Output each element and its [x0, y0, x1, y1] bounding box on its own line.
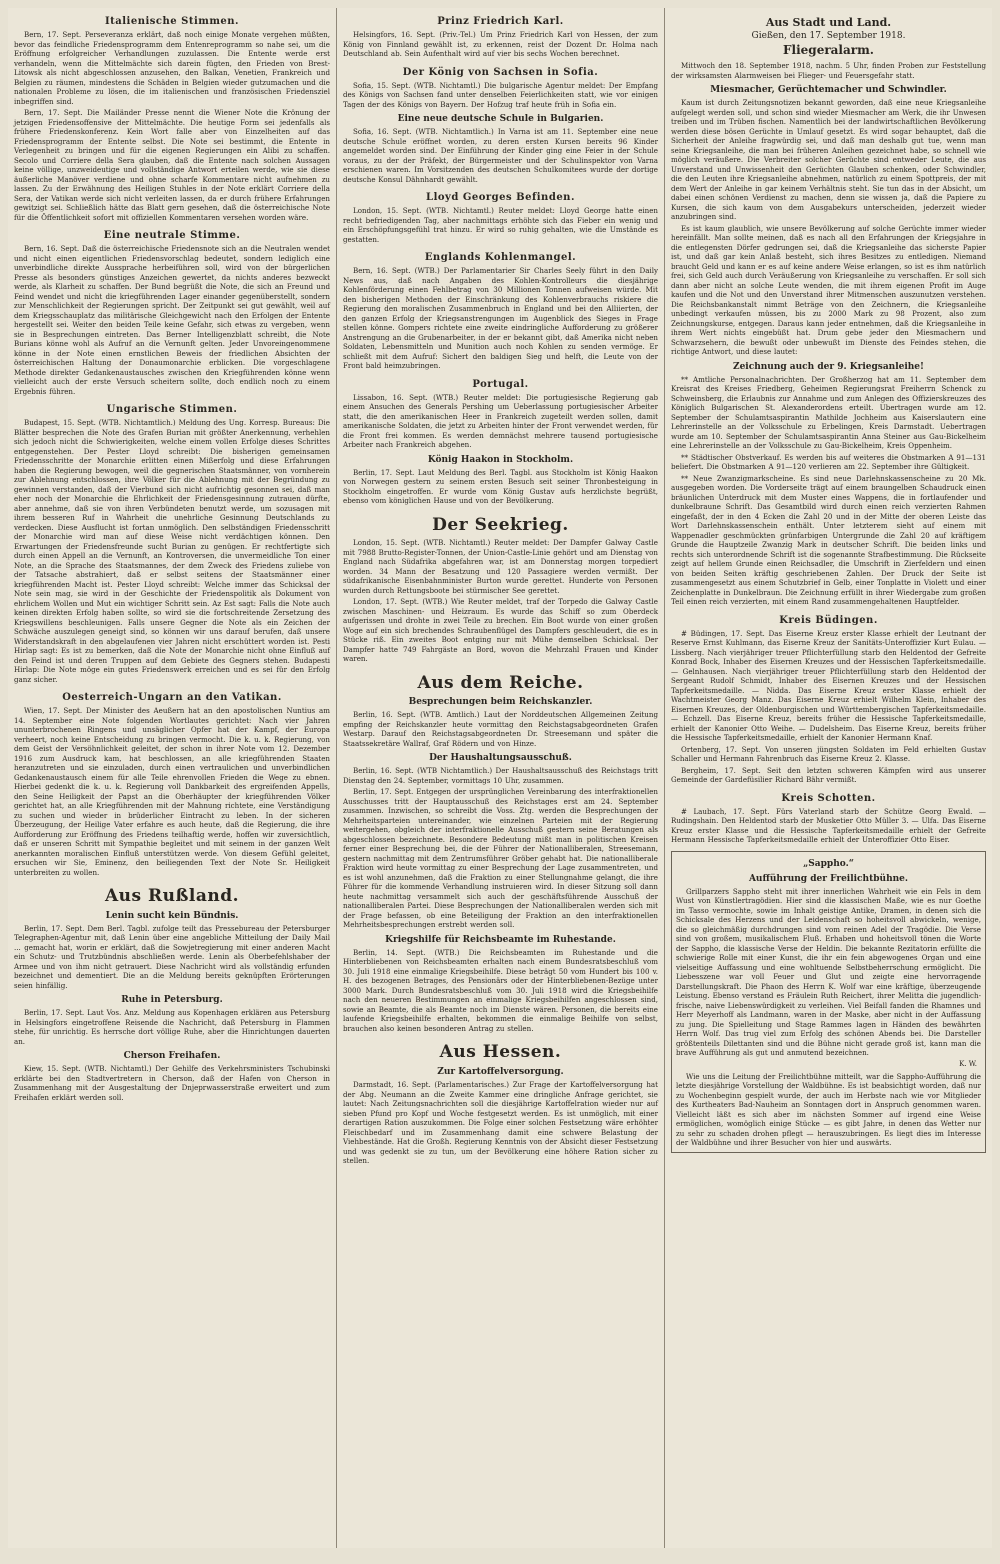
article-subtitle: Aufführung der Freilichtbühne.: [748, 873, 909, 884]
article-subtitle: Der Haushaltungsausschuß.: [429, 753, 572, 764]
article-title: König Haakon in Stockholm.: [427, 454, 574, 465]
column-right: [664, 8, 992, 1548]
section-title: Aus Rußland.: [104, 886, 240, 906]
article-paragraph: Berlin, 17. Sept. Entgegen der ursprünglichen Vereinbarung des interfraktionellen Ausschusses tritt der Hauptausschuß des Reichstages erst am 24. September zusammen. Inzwischen, so schreibt die Voss. Ztg. werden die Besprechungen der Mehrheitsparteien untereinander, wie einzelnen Parteien mit der Regierung weitergehen, obgleich der interfraktionelle Ausschuß gestern seine Beratungen als abgeschlossen bezeichnete. Besondere Bedeutung mißt man in politischen Kreisen ferner einer Besprechung bei, die der Führer der Nationalliberalen, Streesemann, gestern nachmittag mit dem Zentrumsführer Gröber gehabt hat. Die nationalliberale Fraktion wird heute vormittag zu einer Besprechung der Lage zusammentreten, und es ist wohl anzunehmen, daß die Fraktion zu einer Stellungnahme gelangt, die ihre Führer für die kommende Verhandlung instruieren wird. In dieser Sitzung soll dann heute nachmittag versammelt sich auch der geschäftsführende Ausschuß der nationalliberalen Partei. Diese Besprechungen der Nationalliberalen werden sich mit der Frage befassen, ob eine Beteiligung der Fraktion an den interfraktionellen Mehrheitsbesprechungen erstrebt werden soll.: [343, 787, 658, 930]
feuilleton-box: [671, 851, 986, 1153]
article-paragraph: Bern, 17. Sept. Perseveranza erklärt, daß noch einige Monate vergehen müßten, bevor das feindliche Friedensprogramm dem Entenreprogramm so nahe sei, um die Eröffnung erfolgreicher Verhandlungen zuzulassen. Die Entente werde erst verhandeln, wenn die Mittelmächte sich darein fügten, den Frieden von Brest-Litowsk als nicht abgeschlossen anzusehen, den Balkan, Venetien, Frankreich und Belgien zu räumen, mindestens die Schäden in Belgien wieder gutzumachen und die nationalen Probleme zu lösen, die im italienischen und französischen Friedensziel inbegriffen sind.: [14, 30, 330, 106]
article-paragraph: London, 17. Sept. (WTB.) Wie Reuter meldet, traf der Torpedo die Galway Castle zwischen Maschinen- und Heizraum. Es wurde das Schiff so zum Oberdeck aufgerissen und drohte in zwei Teile zu brechen. Ein Boot wurde von einer großen Woge auf ein sich brechendes Schraubenflügel des Dampfers geschleudert, die es in Stücke riß. Ein zweites Boot entging nur mit Mühe demselben Schicksal. Der Dampfer hatte 749 Fahrgäste an Bord, wovon die Mehrzahl Frauen und Kinder waren.: [343, 597, 658, 664]
article-title: Eine neutrale Stimme.: [103, 230, 241, 241]
article-paragraph: Berlin, 17. Sept. Laut Meldung des Berl. Tagbl. aus Stockholm ist König Haakon von Norwegen gestern zu seinem ersten Besuch seit seiner Thronbesteigung in Stockholm eingetroffen. Er wurde vom König Gustav aufs herzlichste begrüßt, ebenso vom königlichen Hause und von der Bevölkerung.: [343, 467, 658, 505]
article-paragraph: Kiew, 15. Sept. (WTB. Nichtamtl.) Der Gehilfe des Verkehrsministers Tschubinski erklärte bei den Stadtvertretern in Cherson, daß der Hafen von Cherson in Zusammenhang mit der Ausgestaltung der Dnjeprwasserstraße erweitert und zum Freihafen erklärt werden soll.: [14, 1064, 330, 1102]
article-paragraph: Bergheim, 17. Sept. Seit den letzten schweren Kämpfen wird aus unserer Gemeinde der Gardefüsilier Richard Bähr vermißt.: [671, 765, 986, 784]
dateline: Gießen, den 17. September 1918.: [751, 31, 906, 41]
article-paragraph: ** Neue Zwanzigmarkscheine. Es sind neue Darlehnskassenscheine zu 20 Mk. ausgegeben worden. Die Vorderseite trägt auf einem braungelben Schaudruck einen bräunlichen Unterdruck mit dem Muster eines Wappens, die in fortlaufender und dunkelbraune Schrift. Das Gesamtbild wird durch einen reich verzierten Rahmen eingefaßt, der in den 4 Ecken die Zahl 20 und in der Mitte der oberen Leiste das Wort Darlehnskassenschein enthält. Unter letzterem sieht auf einem mit Wappenadler geschmückten grünfarbigen Untergrunde die Zahl 20 auf kräftigem Grunde die Hauptzeile Zwanzig Mark in deutscher Schrift. Die beiden links und rechts sich unterordnende Schrift ist die sogenannte Strafbestimmung. Die Rückseite zeigt auf hellem Grunde einen Reichsadler, die Umschrift in Zierfeldern und einen von beiden Seiten kräftig geschriebenen Zahlen. Der Druck der Seite ist zusammengesetzt aus einem Schutzbrief in Gelb, einer Tonplatte in Violett und einer Zeichenplatte in Dunkelbraun. Die Zeichnung erfüllt in ihrer Wiedergabe zum großen Teil einen reich verzierten, mit einem Rand zusammengehaltenen Hauptfelder.: [671, 473, 986, 606]
article-paragraph: Berlin, 16. Sept. (WTB. Amtlich.) Laut der Norddeutschen Allgemeinen Zeitung empfing der Reichskanzler heute vormittag den Reichstagsabgeordneten Grafen Westarp. Darauf den Reichstagsabgeordneten Dr. Streesemann und später die Staatssekretäre Wallraf, Graf Rödern und von Hinze.: [343, 710, 658, 748]
author-initials: K. W.: [959, 1059, 977, 1068]
article-paragraph: Sofia, 16. Sept. (WTB. Nichtamtlich.) In Varna ist am 11. September eine neue deutsche Schule eröffnet worden, zu deren ersten Kursen bereits 96 Kinder angemeldet worden sind. Der Einführung der Kinder ging eine Feier in der Schule voraus, zu der der Präfekt, der Bürgermeister und der Schulinspektor von Varna erschienen waren. Im Vorsitzenden des deutschen Schulkomitees wurde der dortige deutsche Konsul Dähnhardt gewählt.: [343, 127, 658, 184]
section-title: Der Seekrieg.: [432, 514, 569, 535]
article-title: „Sappho.“: [803, 858, 854, 869]
section-title: Aus dem Reiche.: [417, 672, 584, 693]
article-paragraph: Bern, 16. Sept. (WTB.) Der Parlamentarier Sir Charles Seely führt in den Daily News aus, daß nach Angaben des Kohlen-Kontrolleurs die diesjährige Kohlenförderung einen Fehlbetrag von 30 Millionen Tonnen aufweisen würde. Mit den bisherigen Methoden der Einschränkung des Kohlenverbrauchs riskiere die Regierung den moralischen Zusammenbruch in England und bei den Alliierten, der den ganzen Erfolg der Kriegsanstrengungen im Augenblick des Sieges in Frage stellen könne. Gompers richtete eine zweite eindringliche Aufforderung zu größerer Anstrengung an die Grubenarbeiter, in der er bekannt gibt, daß Amerika nicht neben Soldaten, Lebensmitteln und Munition auch noch Kohlen zu senden vermöge. Er schließt mit dem Aufruf: Sichert den baldigen Sieg und helft, die Leute von der Front bald heimzubringen.: [343, 266, 658, 370]
article-paragraph: Darmstadt, 16. Sept. (Parlamentarisches.) Zur Frage der Kartoffelversorgung hat der Abg. Neumann an die Zweite Kammer eine dringliche Anfrage gerichtet, sie lautet: Nach Zeitungsnachrichten soll die diesjährige Kartoffelration wieder nur auf sieben Pfund pro Kopf und Woche festgesetzt werden. Es ist unmöglich, mit einer derartigen Ration auszukommen. Die Folge einer solchen Festsetzung wäre erhöhter Fleischbedarf und im Zusammenhang damit eine schwere Belastung der Viehbestände. Hat die Großh. Regierung Kenntnis von der Absicht dieser Festsetzung und was gedenkt sie zu tun, um der Bevölkerung eine höhere Ration sicher zu stellen.: [343, 1080, 658, 1166]
article-paragraph: ** Amtliche Personalnachrichten. Der Großherzog hat am 11. September dem Kreisrat des Kreises Friedberg, Geheimen Regierungsrat Freiherrn Schenck zu Schweinsberg, die Erlaubnis zur Annahme und zum Anlegen des Offizierskreuzes des Königlich Bulgarischen St. Alexanderordens erteilt. Ubertragen wurde am 12. September der Schulamtsaspirantin Mathilde Jochheim aus Kaiserslautern eine Lehrerinstelle an der Volksschule zu Erbelingen, Kreis Darmstadt. Uebertragen wurde am 10. September der Schulamtsaspirantin Anna Steiner aus Gau-Bickelheim eine Lehrerinstelle an der Volksschule zu Gau-Bickelheim, Kreis Oppenheim.: [671, 374, 986, 450]
slogan: Zeichnung auch der 9. Kriegsanleihe!: [733, 361, 924, 372]
article-paragraph: Wien, 17. Sept. Der Minister des Aeußern hat an den apostolischen Nuntius am 14. September eine Note folgenden Wortlautes gerichtet: Nach vier Jahren ununterbrochenen Ringens und unsäglicher Opfer hat der Kampf, der Europa verheert, noch keine Entscheidung zu bringen vermocht. Die k. u. k. Regierung, von dem Geist der Versöhnlichkeit geleitet, der schon in ihrer Note vom 12. Dezember 1916 zum Ausdruck kam, hat beschlossen, an alle kriegführenden Staaten heranzutreten und sie einzuladen, durch einen vertraulichen und unverbindlichen Gedankenaustausch einem für alle Teile ehrenvollen Frieden die Wege zu ebnen. Hierbei gedenkt die k. u. k. Regierung voll Dankbarkeit des ergreifenden Appells, den Seine Heiligkeit der Papst an die Oberhäupter der kriegführenden Völker gerichtet hat, an alle Kriegführenden mit der Mahnung richtete, eine Verständigung zu suchen und wieder in brüderlicher Eintracht zu leben. In der sicheren Überzeugung, der Heilige Vater erfahre es auch heute, daß die Regierung, die ihre Aufforderung zur Eröffnung des Friedens teilhaftig werde, hoffen wir zuversichtlich, daß er unseren Schritt mit Sympathie begleitet und mit seinem in der ganzen Welt anerkannten moralischen Einfluß unterstützen werde. Von diesem Gefühl geleitet, ersuchen wir Sie, Eminenz, den beiliegenden Text der Note Sr. Heiligkeit unterbreiten zu wollen.: [14, 706, 330, 877]
article-paragraph: # Büdingen, 17. Sept. Das Eiserne Kreuz erster Klasse erhielt der Leutnant der Reserve Ernst Kuhlmann, das Eiserne Kreuz der Sanitäts-Unteroffizier Kurt Eulau. — Lissberg. Nach vierjähriger treuer Pflichterfüllung starb den Heldentod der Gefreite Konrad Bock, Inhaber des Eisernen Kreuzes und der Hessischen Tapferkeitsmedaille. — Gelnhausen. Nach vierjähriger treuer Pflichterfüllung starb den Heldentod der Sergeant Rudolf Schmidt, Inhaber des Eisernen Kreuzes und der Hessischen Tapferkeitsmedaille. — Nidda. Das Eiserne Kreuz erster Klasse erhielt der Wachtmeister Georg Manz. Das Eiserne Kreuz erhielt Wilhelm Klein, Inhaber des Eisernen Kreuzes, der Oldenburgischen und Württembergischen Tapferkeitsmedaille. — Echzell. Das Eiserne Kreuz, bereits früher die Hessische Tapferkeitsmedaille, erhielt der Kanonier Otto Weihe. — Dudelsheim. Das Eiserne Kreuz, bereits früher die Hessische Tapferkeitsmedaille, erhielt der Kanonier Hermann Knaf.: [671, 628, 986, 742]
section-masthead: Aus Stadt und Land.: [765, 16, 892, 29]
article-subtitle: Ruhe in Petersburg.: [121, 995, 223, 1006]
section-title: Aus Hessen.: [439, 1042, 562, 1063]
article-title: Miesmacher, Gerüchtemacher und Schwindler.: [710, 85, 947, 95]
article-title: Kreis Schotten.: [781, 792, 876, 804]
article-title: Prinz Friedrich Karl.: [437, 16, 564, 27]
article-paragraph: Kaum ist durch Zeitungsnotizen bekannt geworden, daß eine neue Kriegsanleihe aufgelegt werden soll, und schon sind wieder Miesmacher am Werk, die ihr Unwesen treiben und im Trüben fischen. Namentlich bei der landwirtschaftlichen Bevölkerung werden diese bösen Gerüchte in Umlauf gesetzt. Es wird sogar behauptet, daß die Sicherheit der Anleihe fragwürdig sei, und daß man deshalb gut tue, wenn man seine Kriegsanleihe, die man bei früheren Anleihen gezeichnet habe, so schnell wie möglich veräußere. Die Verbreiter solcher Gerüchte sind entweder Leute, die aus Unverstand und Unwissenheit den Gerüchten Glauben schenken, oder Schwindler, die den Leuten ihre Kriegsanleihe abnehmen, natürlich zu einem Spottpreis, der mit dem Wert der Anleihe in gar keinem Verhältnis steht. Sie tun das in der Absicht, um dabei einen schönen Verdienst zu machen, denn sie wissen ja, daß die Papiere zu Kursen, die sich kaum von dem Ausgabekurs unterscheiden, jederzeit wieder anzubringen sind.: [671, 98, 986, 221]
article-paragraph: ** Städtischer Obstverkauf. Es werden bis auf weiteres die Obstmarken A 91—131 beliefert. Die Obstmarken A 91—120 verlieren am 22. September ihre Gültigkeit.: [671, 452, 986, 471]
column-left: [8, 8, 336, 1548]
article-title: Kreis Büdingen.: [779, 614, 878, 626]
column-middle: [336, 8, 664, 1548]
article-title: Oesterreich-Ungarn an den Vatikan.: [62, 692, 282, 703]
article-title: Portugal.: [472, 378, 529, 390]
article-title: Lloyd Georges Befinden.: [426, 192, 575, 203]
article-title: Italienische Stimmen.: [104, 16, 240, 27]
article-paragraph: London, 15. Sept. (WTB. Nichtamtl.) Reuter meldet: Lloyd George hatte einen recht befriedigenden Tag, aber nachmittags erhöhte sich das Fieber ein wenig und ein Erschöpfungsgefühl trat hinzu. Er wird so ruhig gehalten, wie die Umstände es gestatten.: [343, 206, 658, 244]
article-paragraph: Sofia, 15. Sept. (WTB. Nichtamtl.) Die bulgarische Agentur meldet: Der Empfang des Königs von Sachsen fand unter denselben Feierlichkeiten statt, wie vor einigen Tagen der des Königs von Bayern. Der Hofzug traf heute früh in Sofia ein.: [343, 80, 658, 109]
article-paragraph: Es ist kaum glaublich, wie unsere Bevölkerung auf solche Gerüchte immer wieder hereinfällt. Man sollte meinen, daß es nach all den Erfahrungen der Kriegsjahre in die entlegensten Dörfer gedrungen sei, daß die Kriegsanleihe das sicherste Papier ist, und daß gar kein Anlaß besteht, sich ihres Besitzes zu entledigen. Niemand braucht Geld und kann er es auf keine andere Weise erlangen, so ist es ihm natürlich frei, sich Geld auch durch Veräußerung von Kriegsanleihe zu verschaffen. Er soll sich dann aber nicht an solche Leute wenden, die mit ihrem eigenen Profit im Auge kaufen und die Not und den Unverstand ihrer Mitmenschen auszunutzen verstehen. Die Reichsbankanstalt nimmt Beträge von den Zeichnern, die Kriegsanleihe unbedingt verkaufen müssen, bis zu 2000 Mark zu 98 Prozent, also zum Zeichnungskurse, entgegen. Daraus kann jeder entnehmen, daß die Kriegsanleihe in ihrem Wert nichts eingebüßt hat. Drum gebe jeder den Miesmachern und Schwarzsehern, die bewußt oder unbewußt im Dienste des Feindes stehen, die richtige Antwort, und diese lautet:: [671, 223, 986, 356]
article-paragraph: Berlin, 17. Sept. Laut Vos. Anz. Meldung aus Kopenhagen erklären aus Petersburg in Helsingfors eingetroffene Reisende die Nachricht, daß Petersburg in Flammen stehe, für unrichtig. Es herrsche dort völlige Ruhe, aber die Hinrichtungen dauerten an.: [14, 1008, 330, 1046]
article-paragraph: # Laubach, 17. Sept. Fürs Vaterland starb der Schütze Georg Ewald. — Rudingshain. Den Heldentod starb der Musketier Otto Müller 3. — Ulfa. Das Eiserne Kreuz erster Klasse und die Hessische Tapferkeitsmedaille erhielt der Gefreite Hermann Hessische Tapferkeitsmedaille erhielt der Unteroffizier Otto Eiser.: [671, 806, 986, 844]
article-title: Fliegeralarm.: [783, 43, 874, 57]
article-paragraph: Bern, 16. Sept. Daß die österreichische Friedensnote sich an die Neutralen wendet und nicht einen eigentlichen Friedensvorschlag bedeutet, sondern lediglich eine unverbindliche direkte Aussprache herbeiführen soll, wird von der bürgerlichen Presse als besonders günstiges Anzeichen gewertet, da nichts anderes bezweckt werde, als Klarheit zu schaffen. Der Bund begrüßt die Note, die sich an Freund und Feind wendet und nicht die kriegführenden Lager einander gegenüberstellt, sondern zur Menschlichkeit der Regierungen spricht. Der Zeitpunkt sei gut gewählt, weil auf dem Kriegsschauplatz das militärische Gleichgewicht nach den Erfolgen der Entente hergestellt sei. Weiter den beiden Teile keine Gefahr, sich etwas zu vergeben, wenn sie in Besprechungen eintreten. Das Berner Intelligenzblatt schreibt, die Note Burians könne wohl als Aufruf an die Vernunft gelten. Jeder Unvoreingenommene könne in der Note einen ernstlichen Beweis der friedlichen Absichten der österreichischen Haltung der Donaumonarchie erblicken. Die vorgeschlagene Methode direkter Gedankenaustausches zwischen den Kriegführenden könne wenn vielleicht auch der erste Versuch scheitern sollte, doch endlich noch zu einem Ergebnis führen.: [14, 244, 330, 396]
article-paragraph: Berlin, 14. Sept. (WTB.) Die Reichsbeamten im Ruhestande und die Hinterbliebenen von Reichsbeamten erhalten nach einem Bundesratsbeschluß vom 30. Juli 1918 eine einmalige Kriegsbeihilfe. Diese beträgt 50 vom Hundert bis 100 v. H. des bezogenen Betrages, des Pensionärs oder der Hinterbliebenen-Bezüge unter 3000 Mark. Durch Bundesratsbeschluß vom 30. Juli 1918 wird die Kriegsbeihilfe nach den neueren Bestimmungen an einmalige Kriegsbeihilfen angeschlossen sind, sowie an Beamte, die als Beamte noch im Dienste wären. Personen, die bereits eine laufende Kriegsbeihilfe erhalten, bekommen die einmalige Beihilfe von selbst, brauchen also keinen besonderen Antrag zu stellen.: [343, 947, 658, 1033]
article-paragraph: Budapest, 15. Sept. (WTB. Nichtamtlich.) Meldung des Ung. Korresp. Bureaus: Die Blätter besprechen die Note des Grafen Burian mit größter Anerkennung, verhehlen sich jedoch nicht die Schwierigkeiten, welche einem vollen Erfolge dieses Schrittes entgegenstehen. Der Pester Lloyd schreibt: Die bisherigen gemeinsamen Friedensschritte der Monarchie erlitten einen Mißerfolg und diese Erfahrungen haben die Regierung bewogen, weil die gegnerischen Staatsmänner, von vornherein zur Ablehnung entschlossen, ihre Völker für die Ablehnung mit der Begründung zu gewinnen verstanden, daß der Vierbund sich nicht aufrichtig gesonnen sei, daß man eher noch der Monarchie die Ehrlichkeit der Friedensgesinnung zutrauen dürfte, aber annehme, daß sie von ihren Verbündeten benutzt werde, um sozusagen mit ihrem besseren Ruf in Wahrheit die unehrliche Gesinnung Deutschlands zu verdecken. Diese Ausflucht ist fortan unmöglich. Den selbständigen Friedensschritt der Monarchie wird man auf diese Weise nicht verdächtigen können. Den Erwartungen der Friedensfreunde sucht Burian zu genügen. Er rechtfertigte sich durch einen Appell an die Vernunft, an Kontroversen, die unvermeidliche Ton einer Note, an die Sprache des Staatsmannes, der dem Zweck des Friedens zuliebe von der Tatsache abstrahiert, daß er selbst seitens der Staatsmänner einer kriegführenden Macht ist. Pester Lloyd schreibt: Welche immer das Schicksal der Note sein mag, sie wird in der Geschichte der Friedenspolitik als Dokument von ehrlichem Wollen und Mut ein wichtiger Schritt sein. Az Est sagt: Falls die Note auch keinen direkten Erfolg haben sollte, so wird sie die fortschreitende Zersetzung des Kriegswillens beschleunigen. Falls unsere Gegner die Note als ein Zeichen der Schwäche auszulegen geneigt sind, so können wir uns darauf berufen, daß unsere Widerstandskraft in den abgelaufenen vier Jahren nicht erschüttert worden ist. Pesti Hirlap sagt: Es ist zu bemerken, daß die Note der Monarchie nicht ohne Einfluß auf den Feind ist und deren Truppen auf dem Gebiete des Gegners stehen. Budapesti Hirlap: Die Note möge ein gutes Friedenswerk erreichen und es sei für den Erfolg ganz sicher.: [14, 418, 330, 684]
article-subtitle: Cherson Freihafen.: [123, 1051, 221, 1062]
article-subtitle: Lenin sucht kein Bündnis.: [105, 910, 239, 921]
article-title: Eine neue deutsche Schule in Bulgarien.: [397, 114, 604, 124]
article-paragraph: Wie uns die Leitung der Freilichtbühne mitteilt, war die Sappho-Aufführung die letzte diesjährige Vorstellung der Waldbühne. Es ist beabsichtigt worden, daß nur zu Wochenbeginn gespielt wurde, der auch im Herbste nach wie vor Mitglieder des Kurtheaters Bad-Nauheim an Sonntagen dort in Anspruch genommen waren. Vielleicht läßt es sich aber im nächsten Sommer auf irgend eine Weise ermöglichen, womöglich einige Stücke — es gibt Jahre, in denen das Wetter nur zu sehr zu schaden drohen pflegt — herauszubringen. Es liegt dies im Interesse der Waldbühne und ihrer Besucher von hier und auswärts.: [676, 1071, 981, 1147]
article-title: Ungarische Stimmen.: [106, 404, 238, 415]
article-title: Englands Kohlenmangel.: [424, 252, 577, 263]
article-paragraph: Ortenberg, 17. Sept. Von unseren jüngsten Soldaten im Feld erhielten Gustav Schaller und Hermann Fahrenbruch das Eiserne Kreuz 2. Klasse.: [671, 744, 986, 763]
article-paragraph: London, 15. Sept. (WTB. Nichtamtl.) Reuter meldet: Der Dampfer Galway Castle mit 7988 Brutto-Register-Tonnen, der Union-Castle-Linie gehört und am Dienstag von England nach Südafrika abgefahren war, ist am Donnerstag morgen torpediert worden. 34 Mann der Besatzung und 120 Passagiere werden vermißt. Der südafrikanische Eisenbahnminister Burton wurde gerettet. Hunderte von Personen wurden durch Rettungsboote bei stürmischer See gerettet.: [343, 538, 658, 595]
article-subtitle: Besprechungen beim Reichskanzler.: [408, 697, 593, 708]
article-subtitle: Zur Kartoffelversorgung.: [437, 1067, 564, 1078]
notice-paragraph: Mittwoch den 18. September 1918, nachm. 5 Uhr, finden Proben zur Feststellung der wirksamsten Alarmweisen bei Flieger- und Feuersgefahr statt.: [671, 61, 986, 80]
article-title: Der König von Sachsen in Sofia.: [402, 66, 599, 78]
article-paragraph: Helsingfors, 16. Sept. (Priv.-Tel.) Um Prinz Friedrich Karl von Hessen, der zum König von Finnland gewählt ist, zu erkennen, reist der Dozent Dr. Holma nach Deutschland ab. Sein Aufenthalt wird auf vier bis sechs Wochen berechnet.: [343, 30, 658, 58]
article-paragraph: Grillparzers Sappho steht mit ihrer innerlichen Wahrheit wie ein Fels in dem Wust von Künstlertragödien. Hier sind die klassischen Maße, wie es nur Goethe im Tasso vermochte, sowie im Inhalt geistige Antike, Dramen, in denen sich die Schicksale des Herzens und der Leidenschaft so hoheitsvoll abwickeln, wenige, die so gleichmäßig durchdrungen sind vom reinen Adel der Tragödie. Die Verse sind von großem, musikalischem Fluß. Erhaben und hoheitsvoll tönen die Worte der Sappho, die klassische Verse der Heldin. Die bekannte Rezitatorin erfüllte die schwierige Rolle mit einer Kunst, die ihr ein fein abgewogenes Organ und eine vielseitige Auffassung und eine wohltuende Selbstbeherrschung ermöglicht. Die Liebesszene war voll Feuer und Glut und zeigte eine hervorragende Darstellungskraft. Die Phaon des Herrn K. Wolf war eine kräftige, überzeugende Leistung. Ebenso verstand es Fräulein Ruth Reichert, ihrer Melitta die jugendlich-frische, naive Liebenswürdigkeit zu verleihen. Viel Beifall fanden die Rhamnes und Herr Meyerhoff als Landmann, waren in der Maske, aber nicht in der Auffassung zu jung. Die Spielleitung und Stage Rammes lagen in Händen des bewährten Herrn Wolf. Das trug viel zum Erfolg des schönen Abends bei. Die Darsteller größtenteils Dilettanten sind und die Bühne nicht gerade groß ist, kann man die brave Aufführung als gut und anmutend bezeichnen.: [676, 886, 981, 1057]
article-title: Kriegshilfe für Reichsbeamte im Ruhestande.: [385, 934, 616, 945]
article-paragraph: Bern, 17. Sept. Die Mailänder Presse nennt die Wiener Note die Krönung der jetzigen Friedensoffensive der Mittelmächte. Die heutige Form sei jedenfalls als frühere Friedenskonferenz. Kein Wort falle aber von Einzelheiten auf das Friedensprogramm der Entente selbst. Die Note sei bestimmt, die Entente in Verlegenheit zu bringen und für die eigenen Regierungen ein Alibi zu schaffen. Secolo und Corriere della Sera glauben, daß die Entente nach solchen Aussagen keine völlige, unzweideutige und vollständige Antwort erteilen werde, wie sie diese äußerliche Manöver verdiene und ohne scharfe Kommentare nicht aufnehmen zu lassen. Zu der Erwähnung des Heiligen Stuhles in der Note erklärt Corriere della Sera, der Vatikan werde sich nicht verleiten lassen, da er durch frühere Erfahrungen gewitzigt sei. Schließlich hätte das Blatt gern gesehen, daß die österreichische Note für die Öffentlichkeit sofort mit offiziellen Kommentaren versehen worden wäre.: [14, 108, 330, 222]
newspaper-page: [8, 8, 992, 1548]
article-paragraph: Lissabon, 16. Sept. (WTB.) Reuter meldet: Die portugiesische Regierung gab einem Ansuchen des Generals Pershing um Ueberlassung portugiesischer Arbeiter statt, die den amerikanischen Heer in Frankreich zugeteilt werden sollen, damit amerikanische Soldaten, die jetzt zu Arbeiten hinter der Front verwendet werden, für die Front frei kommen. Es werden demnächst mehrere tausend portugiesische Arbeiter nach Frankreich abgehen.: [343, 392, 659, 449]
article-paragraph: Berlin, 17. Sept. Dem Berl. Tagbl. zufolge teilt das Pressebureau der Petersburger Telegraphen-Agentur mit, daß Lenin über eine angebliche Mitteilung der Daily Mail ... gemacht hat, worin er erklärt, daß die Sowjetregierung mit einer anderen Macht ein Schutz- und Trutzbündnis abschließen werde. Lenin als Oberbefehlshaber der Armee und von ihm nicht getrauert. Diese Nachricht wird als vollständig erfunden bezeichnet und dementiert. Die an die Meldung bereits geknüpften Erörterungen seien hinfällig.: [14, 923, 330, 990]
article-paragraph: Berlin, 16. Sept. (WTB Nichtamtlich.) Der Haushaltsausschuß des Reichstags tritt Dienstag den 24. September, vormittags 10 Uhr, zusammen.: [343, 766, 658, 785]
